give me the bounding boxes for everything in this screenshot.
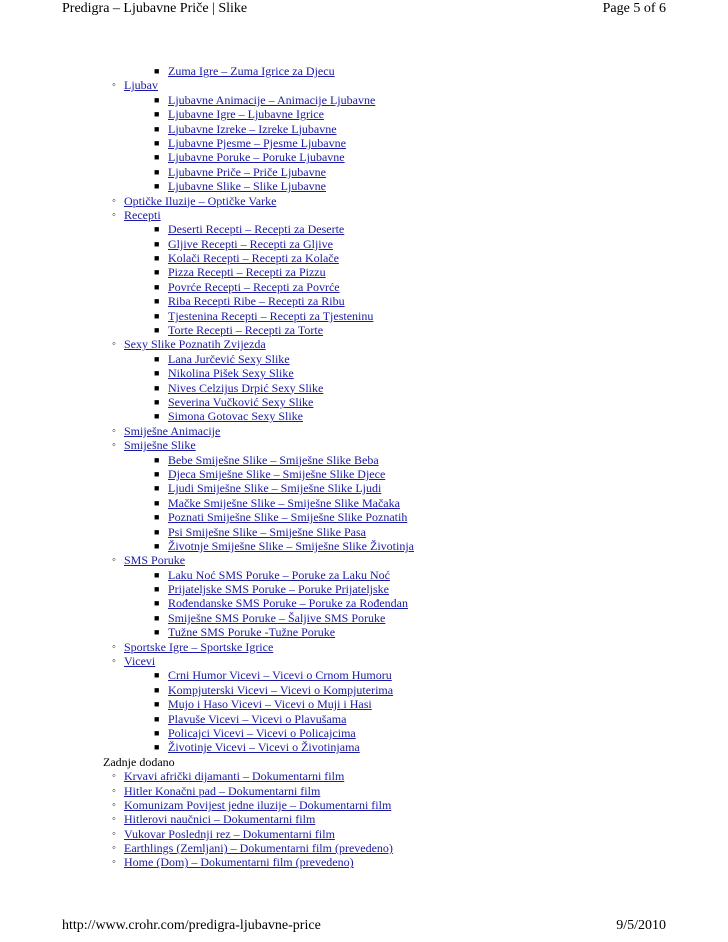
square-bullet-icon: ■ [154, 684, 160, 695]
circle-bullet-icon: ◦ [112, 194, 116, 207]
document-title: Predigra – Ljubavne Priče | Slike [62, 1, 248, 16]
circle-bullet-icon: ◦ [112, 770, 116, 783]
square-bullet-icon: ■ [154, 468, 160, 479]
list-item [0, 251, 728, 265]
list-link[interactable]: Vicevi [124, 654, 156, 669]
list-item [0, 179, 728, 193]
square-bullet-icon: ■ [154, 94, 160, 105]
list-link[interactable]: Home (Dom) – Dokumentarni film (prevedeno) [124, 855, 354, 870]
square-bullet-icon: ■ [154, 353, 160, 364]
square-bullet-icon: ■ [154, 368, 160, 379]
list-link[interactable]: Ljubavne Pjesme – Pjesme Ljubavne [168, 135, 346, 150]
list-link[interactable]: Životinje Vicevi – Vicevi o Životinjama [168, 740, 360, 755]
list-link[interactable]: Ljubavne Priče – Priče Ljubavne [168, 164, 326, 179]
list-item [0, 769, 728, 783]
list-item [0, 165, 728, 179]
list-item [0, 625, 728, 639]
list-item [0, 467, 728, 481]
circle-bullet-icon: ◦ [112, 79, 116, 92]
list-item [0, 280, 728, 294]
list-item [0, 740, 728, 754]
square-bullet-icon: ■ [154, 382, 160, 393]
list-item [0, 237, 728, 251]
list-link[interactable]: Simona Gotovac Sexy Slike [168, 409, 303, 424]
list-link[interactable]: Crni Humor Vicevi – Vicevi o Crnom Humoru [168, 668, 392, 683]
list-link[interactable]: Smiješne SMS Poruke – Šaljive SMS Poruke [168, 610, 386, 625]
list-item [0, 553, 728, 567]
list-item [0, 596, 728, 610]
list-link[interactable]: Rođendanske SMS Poruke – Poruke za Rođendan [168, 596, 408, 611]
list-link[interactable]: Hitler Konačni pad – Dokumentarni film [124, 783, 321, 798]
square-bullet-icon: ■ [154, 267, 160, 278]
square-bullet-icon: ■ [154, 454, 160, 465]
list-item [0, 122, 728, 136]
square-bullet-icon: ■ [154, 310, 160, 321]
list-item [0, 798, 728, 812]
square-bullet-icon: ■ [154, 152, 160, 163]
list-link[interactable]: Hitlerovi naučnici – Dokumentarni film [124, 812, 316, 827]
list-link[interactable]: Krvavi afrički dijamanti – Dokumentarni film [124, 769, 345, 784]
square-bullet-icon: ■ [154, 569, 160, 580]
link-list [0, 64, 728, 870]
list-item [0, 395, 728, 409]
list-item [0, 683, 728, 697]
list-link[interactable]: Smiješne Slike [124, 438, 196, 453]
square-bullet-icon: ■ [154, 512, 160, 523]
list-link[interactable]: Recepti [124, 207, 161, 222]
list-link[interactable]: Ljubavne Slike – Slike Ljubavne [168, 179, 326, 194]
square-bullet-icon: ■ [154, 598, 160, 609]
list-link[interactable]: Optičke Iluzije – Optičke Varke [124, 193, 277, 208]
list-item [0, 208, 728, 222]
circle-bullet-icon: ◦ [112, 338, 116, 351]
list-item [0, 78, 728, 92]
list-item [0, 712, 728, 726]
list-link[interactable]: Plavuše Vicevi – Vicevi o Plavušama [168, 711, 347, 726]
list-link[interactable]: Poznati Smiješne Slike – Smiješne Slike Poznatih [168, 510, 408, 525]
list-item [0, 539, 728, 553]
square-bullet-icon: ■ [154, 727, 160, 738]
list-item [0, 812, 728, 826]
footer-url: http://www.crohr.com/predigra-ljubavne-price [62, 918, 321, 933]
list-item [0, 510, 728, 524]
circle-bullet-icon: ◦ [112, 856, 116, 869]
footer-date: 9/5/2010 [616, 918, 666, 933]
square-bullet-icon: ■ [154, 224, 160, 235]
list-link[interactable]: Mačke Smiješne Slike – Smiješne Slike Mačaka [168, 495, 400, 510]
list-link[interactable]: Ljudi Smiješne Slike – Smiješne Slike Ljudi [168, 481, 382, 496]
list-link[interactable]: Earthlings (Zemljani) – Dokumentarni film (prevedeno) [124, 841, 393, 856]
square-bullet-icon: ■ [154, 584, 160, 595]
list-item [0, 640, 728, 654]
square-bullet-icon: ■ [154, 66, 160, 76]
list-item [0, 611, 728, 625]
list-link[interactable]: Laku Noć SMS Poruke – Poruke za Laku Noć [168, 567, 390, 582]
list-item [0, 93, 728, 107]
list-item [0, 323, 728, 337]
list-item [0, 481, 728, 495]
list-link[interactable]: Ljubavne Poruke – Poruke Ljubavne [168, 150, 345, 165]
list-link[interactable]: Lana Jurčević Sexy Slike [168, 351, 290, 366]
list-link[interactable]: Ljubavne Animacije – Animacije Ljubavne [168, 92, 376, 107]
list-link[interactable]: Torte Recepti – Recepti za Torte [168, 323, 324, 338]
list-item [0, 827, 728, 841]
list-link[interactable]: Pizza Recepti – Recepti za Pizzu [168, 265, 326, 280]
page-number: Page 5 of 6 [602, 1, 666, 16]
list-link[interactable]: Bebe Smiješne Slike – Smiješne Slike Beba [168, 452, 379, 467]
section-label: Zadnje dodano [103, 754, 175, 769]
list-item [0, 453, 728, 467]
list-item [0, 64, 728, 78]
square-bullet-icon: ■ [154, 627, 160, 638]
list-item [0, 496, 728, 510]
square-bullet-icon: ■ [154, 742, 160, 753]
list-link[interactable]: Ljubavne Igre – Ljubavne Igrice [168, 107, 324, 122]
list-item [0, 582, 728, 596]
list-link[interactable]: Deserti Recepti – Recepti za Deserte [168, 222, 345, 237]
list-link[interactable]: Prijateljske SMS Poruke – Poruke Prijateljske [168, 582, 389, 597]
list-item [0, 136, 728, 150]
list-item [0, 194, 728, 208]
circle-bullet-icon: ◦ [112, 655, 116, 668]
square-bullet-icon: ■ [154, 123, 160, 134]
list-link[interactable]: Zuma Igre – Zuma Igrice za Djecu [168, 64, 335, 78]
list-item [0, 107, 728, 121]
list-link[interactable]: Kolači Recepti – Recepti za Kolače [168, 251, 339, 266]
list-item [0, 381, 728, 395]
list-item [0, 337, 728, 351]
list-item [0, 424, 728, 438]
list-link[interactable]: Povrće Recepti – Recepti za Povrće [168, 279, 340, 294]
page-header [0, 0, 728, 22]
square-bullet-icon: ■ [154, 281, 160, 292]
list-item [0, 525, 728, 539]
list-link[interactable]: Gljive Recepti – Recepti za Gljive [168, 236, 333, 251]
square-bullet-icon: ■ [154, 670, 160, 681]
list-link[interactable]: SMS Poruke [124, 553, 186, 568]
list-link[interactable]: Policajci Vicevi – Vicevi o Policajcima [168, 725, 356, 740]
list-link[interactable]: Psi Smiješne Slike – Smiješne Slike Pasa [168, 524, 367, 539]
list-link[interactable]: Komunizam Povijest jedne iluzije – Dokumentarni film [124, 797, 392, 812]
list-item [0, 309, 728, 323]
circle-bullet-icon: ◦ [112, 424, 116, 437]
list-link[interactable]: Sexy Slike Poznatih Zvijezda [124, 337, 266, 352]
list-item [0, 352, 728, 366]
list-link[interactable]: Ljubav [124, 78, 158, 93]
circle-bullet-icon: ◦ [112, 784, 116, 797]
square-bullet-icon: ■ [154, 238, 160, 249]
list-link[interactable]: Riba Recepti Ribe – Recepti za Ribu [168, 294, 345, 309]
list-link[interactable]: Nives Celzijus Drpić Sexy Slike [168, 380, 324, 395]
square-bullet-icon: ■ [154, 713, 160, 724]
square-bullet-icon: ■ [154, 411, 160, 422]
list-item [0, 222, 728, 236]
list-item [0, 755, 728, 769]
square-bullet-icon: ■ [154, 166, 160, 177]
list-item [0, 150, 728, 164]
square-bullet-icon: ■ [154, 612, 160, 623]
list-link[interactable]: Tjestenina Recepti – Recepti za Tjesteninu [168, 308, 374, 323]
list-link[interactable]: Životnje Smiješne Slike – Smiješne Slike Životinja [168, 538, 414, 553]
list-link[interactable]: Ljubavne Izreke – Izreke Ljubavne [168, 121, 337, 136]
list-item [0, 294, 728, 308]
square-bullet-icon: ■ [154, 699, 160, 710]
circle-bullet-icon: ◦ [112, 827, 116, 840]
list-link[interactable]: Djeca Smiješne Slike – Smiješne Slike Djece [168, 466, 386, 481]
square-bullet-icon: ■ [154, 109, 160, 120]
list-link[interactable]: Nikolina Pišek Sexy Slike [168, 366, 294, 381]
list-item [0, 366, 728, 380]
square-bullet-icon: ■ [154, 497, 160, 508]
square-bullet-icon: ■ [154, 540, 160, 551]
list-item [0, 438, 728, 452]
square-bullet-icon: ■ [154, 396, 160, 407]
list-item [0, 784, 728, 798]
list-link[interactable]: Kompjuterski Vicevi – Vicevi o Kompjuterima [168, 682, 394, 697]
circle-bullet-icon: ◦ [112, 554, 116, 567]
square-bullet-icon: ■ [154, 325, 160, 336]
list-item [0, 841, 728, 855]
list-item [0, 668, 728, 682]
circle-bullet-icon: ◦ [112, 842, 116, 855]
square-bullet-icon: ■ [154, 483, 160, 494]
list-link[interactable]: Vukovar Poslednji rez – Dokumentarni film [124, 826, 335, 841]
list-link[interactable]: Mujo i Haso Vicevi – Vicevi o Muji i Hasi [168, 697, 372, 712]
square-bullet-icon: ■ [154, 253, 160, 264]
circle-bullet-icon: ◦ [112, 208, 116, 221]
circle-bullet-icon: ◦ [112, 439, 116, 452]
circle-bullet-icon: ◦ [112, 813, 116, 826]
square-bullet-icon: ■ [154, 296, 160, 307]
list-item [0, 654, 728, 668]
circle-bullet-icon: ◦ [112, 798, 116, 811]
square-bullet-icon: ■ [154, 137, 160, 148]
square-bullet-icon: ■ [154, 181, 160, 192]
list-link[interactable]: Severina Vučković Sexy Slike [168, 394, 314, 409]
list-item [0, 265, 728, 279]
square-bullet-icon: ■ [154, 526, 160, 537]
list-item [0, 855, 728, 869]
page-footer [0, 918, 728, 940]
list-item [0, 568, 728, 582]
list-link[interactable]: Smiješne Animacije [124, 423, 221, 438]
list-item [0, 697, 728, 711]
list-item [0, 726, 728, 740]
list-link[interactable]: Tužne SMS Poruke -Tužne Poruke [168, 625, 336, 640]
list-item [0, 409, 728, 423]
list-link[interactable]: Sportske Igre – Sportske Igrice [124, 639, 274, 654]
circle-bullet-icon: ◦ [112, 640, 116, 653]
